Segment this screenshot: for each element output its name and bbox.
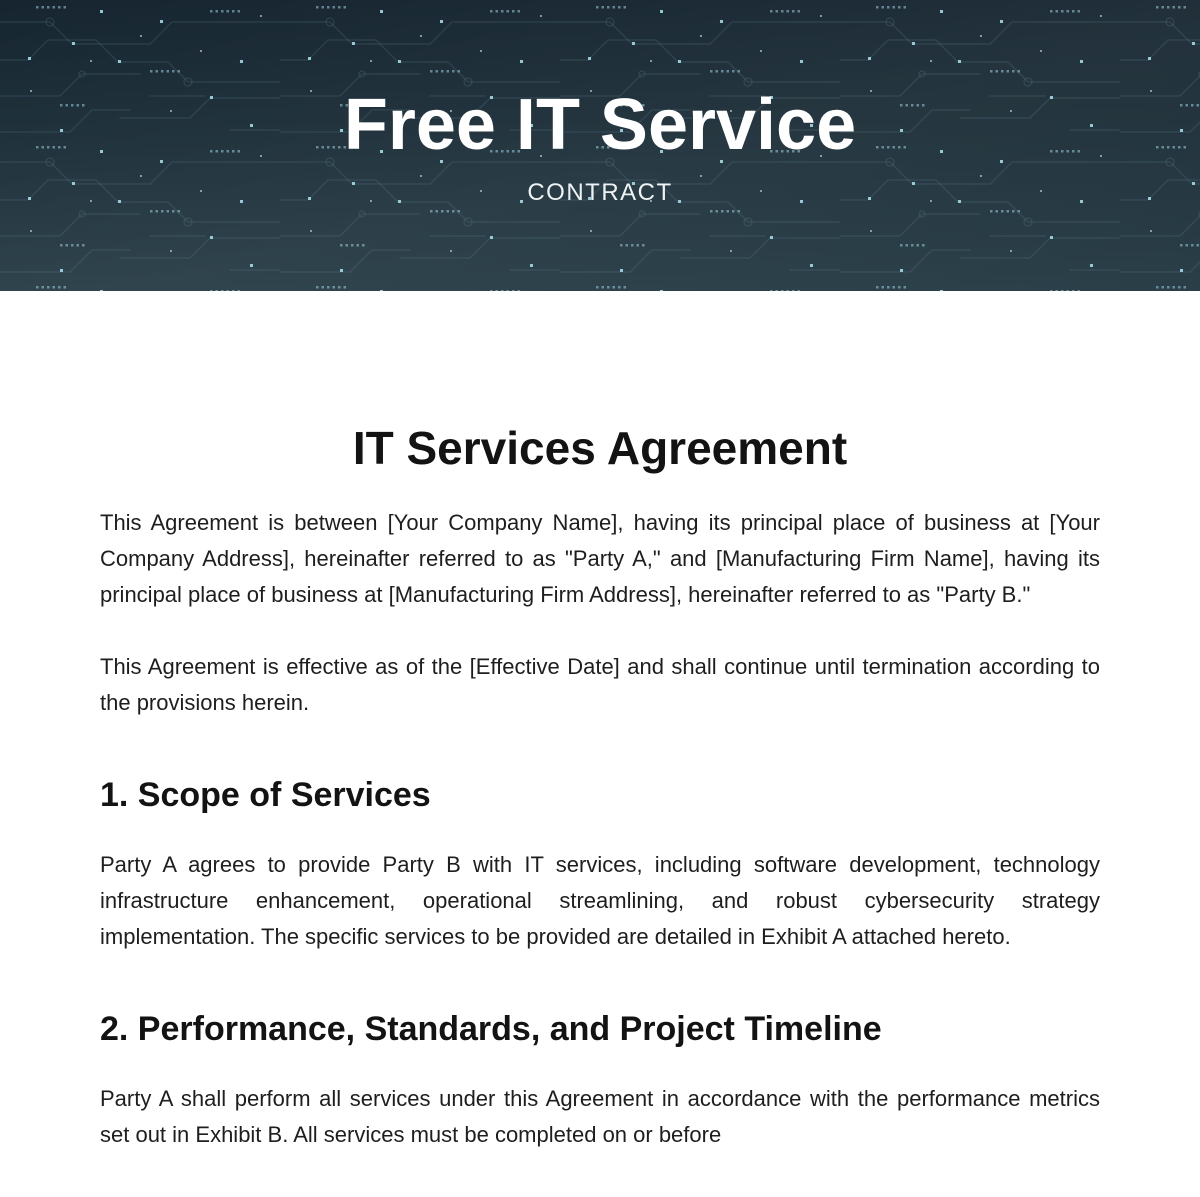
document-title: IT Services Agreement <box>352 422 848 474</box>
section-paragraph: Party A agrees to provide Party B with IT services, including software development, technology infrastructure enhancement, operational streamlining, and robust cybersecurity strategy implementation. The specific services to be provided are detailed in Exhibit A attached hereto. <box>100 852 1100 949</box>
intro-paragraph: This Agreement is effective as of the [Effective Date] and shall continue until termination according to the provisions herein. <box>100 654 1100 715</box>
section-heading-scope-of-services: 1. Scope of Services <box>100 776 431 814</box>
banner-text-group <box>0 0 1200 291</box>
banner <box>0 0 1200 291</box>
document-body <box>100 421 1100 1153</box>
banner-title: Free IT Service <box>343 84 857 165</box>
section-paragraph: Party A shall perform all services under this Agreement in accordance with the performance metrics set out in Exhibit B. All services must be completed on or before <box>100 1086 1100 1147</box>
banner-subtitle: CONTRACT <box>527 178 673 206</box>
section-heading-performance-standards-timeline: 2. Performance, Standards, and Project Timeline <box>100 1010 882 1048</box>
intro-paragraph: This Agreement is between [Your Company Name], having its principal place of business at [Your Company Address], hereinafter referred to as "Party A," and [Manufacturing Firm Name], having its principal place of business at [Manufacturing Firm Address], hereinafter referred to as "Party B." <box>100 510 1100 607</box>
